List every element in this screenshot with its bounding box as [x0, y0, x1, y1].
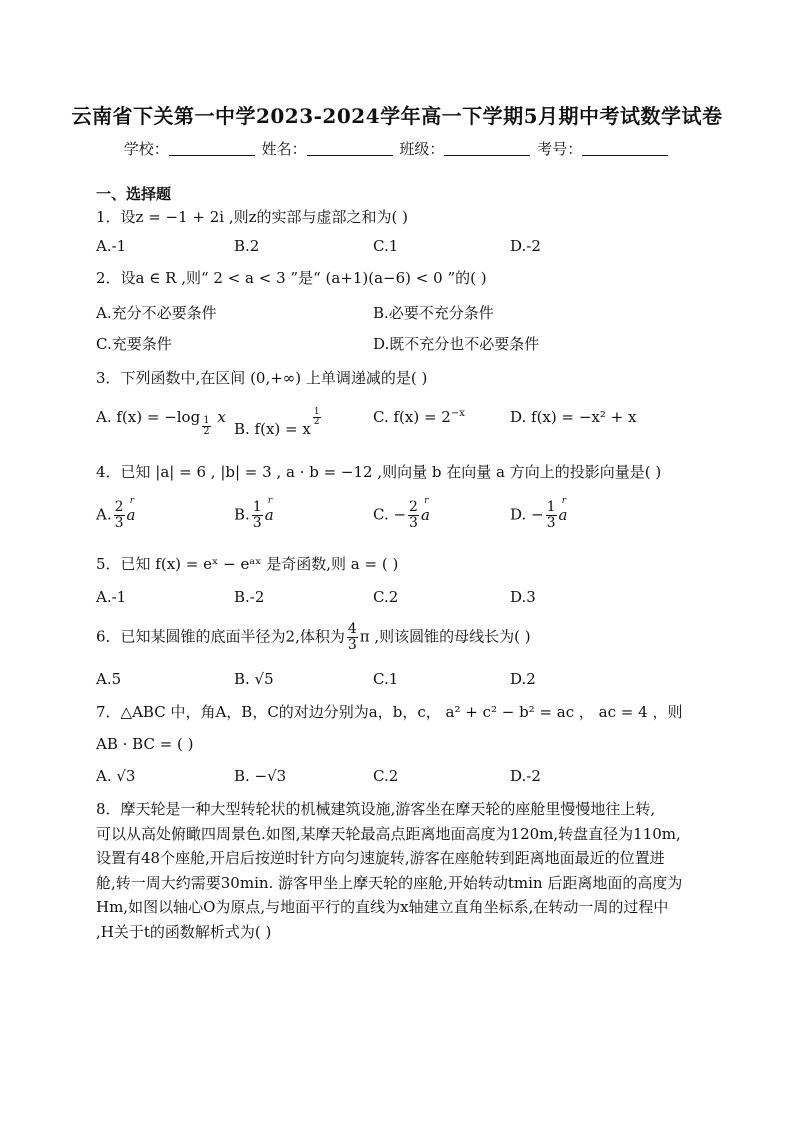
q3-option-a-text: A. f(x) = −log — [96, 408, 201, 426]
q8-line: Hm,如图以轴心O为原点,与地面平行的直线为x轴建立直角坐标系,在转动一周的过程中 — [96, 898, 669, 916]
q6-option-c: C.1 — [373, 670, 399, 688]
student-info-line — [0, 138, 794, 159]
class-label: 班级： — [399, 140, 445, 158]
q1-option-a: A.-1 — [96, 237, 127, 255]
q4-option-c-label: C. − — [373, 505, 407, 524]
q6-option-d: D.2 — [510, 670, 536, 688]
name-label: 姓名： — [261, 140, 307, 158]
q6-option-b: B. √5 — [234, 670, 274, 688]
question-6-stem — [96, 622, 531, 653]
q5-option-c: C.2 — [373, 588, 399, 606]
question-7-stem-line2: AB · BC = ( ) — [96, 735, 194, 753]
question-3-stem: 3．下列函数中,在区间 (0,+∞) 上单调递减的是( ) — [96, 369, 428, 387]
question-7-stem-line1: 7．△ABC 中，角A，B，C的对边分别为a，b，c， a² + c² − b² = ac ， ac = 4 ，则 — [96, 703, 683, 721]
q3-option-a — [96, 408, 226, 437]
q5-option-d: D.3 — [510, 588, 536, 606]
q8-line: 设置有48个座舱,开启后按逆时针方向匀速旋转,游客在座舱转到距离地面最近的位置进 — [96, 849, 665, 867]
page-title: 云南省下关第一中学2023-2024学年高一下学期5月期中考试数学试卷 — [71, 104, 723, 128]
vector-a: r a — [127, 506, 136, 524]
question-5-stem: 5．已知 f(x) = eˣ − eᵃˣ 是奇函数,则 a = ( ) — [96, 555, 399, 573]
q8-line: 8．摩天轮是一种大型转轮状的机械建筑设施,游客坐在摩天轮的座舱里慢慢地往上转, — [96, 800, 656, 818]
q8-line: 可以从高处俯瞰四周景色.如图,某摩天轮最高点距离地面高度为120m,转盘直径为110m, — [96, 824, 681, 843]
q4-option-d — [510, 500, 567, 531]
q3-option-c — [373, 408, 465, 426]
vector-a: r a — [421, 506, 430, 524]
q1-option-c: C.1 — [373, 237, 399, 255]
power-exponent: $\frac{1}{2}$ — [313, 407, 320, 427]
q4-option-b-label: B. — [234, 505, 250, 524]
q3-option-a-var: x — [217, 408, 226, 426]
q7-option-c: C.2 — [373, 767, 399, 785]
q2-option-a: A.充分不必要条件 — [96, 304, 217, 322]
q6-stem-post: π ,则该圆锥的母线长为( ) — [359, 627, 531, 646]
q5-option-b: B.-2 — [234, 588, 265, 606]
q6-volume-frac: $\frac{4}{3}$ — [347, 621, 357, 653]
name-blank[interactable] — [307, 141, 393, 156]
number-label: 考号： — [537, 140, 583, 158]
q4-option-c — [373, 500, 430, 531]
q4-option-a-frac: $\frac{2}{3}$ — [114, 499, 124, 531]
vector-a: r a — [559, 506, 568, 524]
school-label: 学校： — [123, 140, 169, 158]
q4-option-b-frac: $\frac{1}{3}$ — [252, 499, 262, 531]
q8-line: 舱,转一周大约需要30min. 游客甲坐上摩天轮的座舱,开始转动tmin 后距离地面的高度为 — [96, 873, 683, 892]
q3-option-d: D. f(x) = −x² + x — [510, 408, 637, 426]
vector-a: r a — [265, 506, 274, 524]
number-blank[interactable] — [582, 141, 668, 156]
q2-option-c: C.充要条件 — [96, 335, 172, 353]
q4-option-b — [234, 500, 274, 531]
q5-option-a: A.-1 — [96, 588, 127, 606]
school-blank[interactable] — [169, 141, 255, 156]
q3-option-c-text: C. f(x) = 2 — [373, 408, 451, 426]
class-blank[interactable] — [444, 141, 530, 156]
q7-option-d: D.-2 — [510, 767, 541, 785]
q6-option-a: A.5 — [96, 670, 122, 688]
q4-option-c-frac: $\frac{2}{3}$ — [409, 499, 418, 531]
question-2-stem: 2．设a ∈ R ,则“ 2 < a < 3 ”是“ (a+1)(a−6) < 0 ”的( ) — [96, 269, 487, 287]
q4-option-d-label: D. − — [510, 505, 544, 524]
q2-option-b: B.必要不充分条件 — [373, 304, 494, 322]
q4-option-a — [96, 500, 135, 531]
log-base: $\frac{1}{2}$ — [203, 415, 210, 437]
q3-option-c-exp: −x — [450, 408, 465, 419]
q1-option-d: D.-2 — [510, 237, 541, 255]
q3-option-b-text: B. f(x) = x — [234, 420, 311, 438]
q4-option-a-label: A. — [96, 505, 112, 524]
q7-option-b: B. −√3 — [234, 767, 287, 785]
q6-stem-pre: 6．已知某圆锥的底面半径为2,体积为 — [96, 627, 345, 646]
question-4-stem: 4．已知 |a| = 6 , |b| = 3 , a · b = −12 ,则向量 b 在向量 a 方向上的投影向量是( ) — [96, 463, 662, 481]
question-8-paragraph — [96, 797, 696, 944]
question-1-stem: 1．设z = −1 + 2i ,则z的实部与虚部之和为( ) — [96, 208, 409, 226]
q3-option-b — [234, 408, 323, 438]
q1-option-b: B.2 — [234, 237, 260, 255]
q4-option-d-frac: $\frac{1}{3}$ — [546, 499, 556, 531]
q8-line: ,H关于t的函数解析式为( ) — [96, 922, 272, 941]
q7-option-a: A. √3 — [96, 767, 136, 785]
section-heading: 一、选择题 — [96, 185, 172, 203]
q2-option-d: D.既不充分也不必要条件 — [373, 335, 540, 353]
